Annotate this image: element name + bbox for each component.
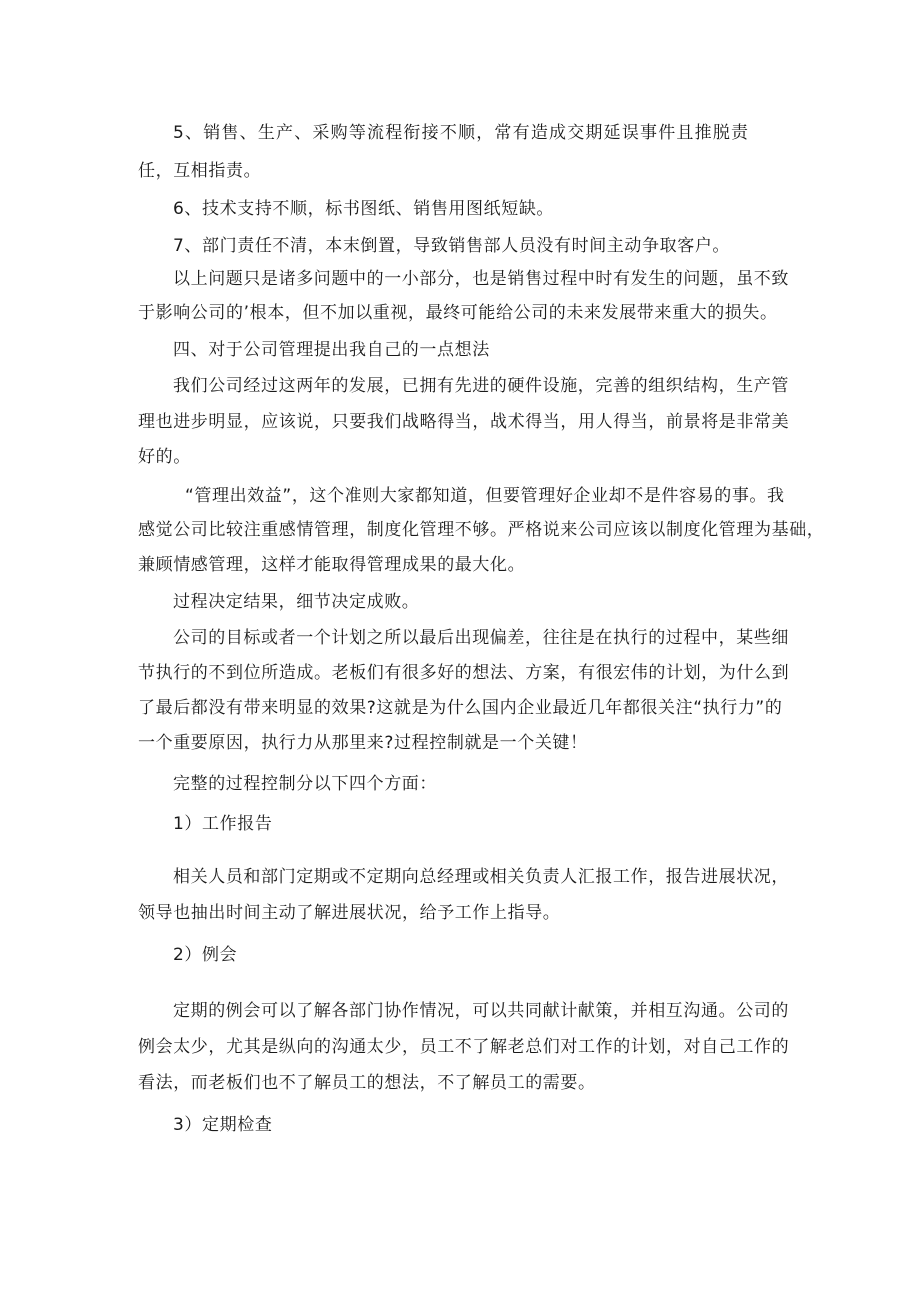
text-line: 以上问题只是诸多问题中的一小部分，也是销售过程中时有发生的问题，虽不致 [173,269,789,289]
text-line: 相关人员和部门定期或不定期向总经理或相关负责人汇报工作，报告进展状况， [173,867,789,887]
text-line: 定期的例会可以了解各部门协作情况，可以共同献计献策，并相互沟通。公司的 [173,1001,789,1021]
text-line: 了最后都没有带来明显的效果?这就是为什么国内企业最近几年都很关注“执行力”的 [138,698,783,718]
text-line: 任，互相指责。 [138,161,262,181]
text-line: 感觉公司比较注重感情管理，制度化管理不够。严格说来公司应该以制度化管理为基础， [138,520,825,540]
text-line: 看法，而老板们也不了解员工的想法，不了解员工的需要。 [138,1073,596,1093]
list-heading: 2）例会 [173,945,238,965]
text-line: 一个重要原因，执行力从那里来?过程控制就是一个关键！ [138,733,588,753]
text-line: 节执行的不到位所造成。老板们有很多好的想法、方案，有很宏伟的计划，为什么到 [138,663,790,683]
list-heading: 3）定期检查 [173,1115,273,1135]
text-line: 我们公司经过这两年的发展，已拥有先进的硬件设施，完善的组织结构，生产管 [173,376,789,396]
text-line: 于影响公司的’根本，但不加以重视，最终可能给公司的未来发展带来重大的损失。 [138,303,778,323]
text-line: 例会太少，尤其是纵向的沟通太少，员工不了解老总们对工作的计划，对自己工作的 [138,1037,790,1057]
text-line: 过程决定结果，细节决定成败。 [173,592,420,612]
text-line: 5、销售、生产、采购等流程衔接不顺，常有造成交期延误事件且推脱责 [173,123,750,143]
text-line: 领导也抽出时间主动了解进展状况，给予工作上指导。 [138,903,561,923]
text-line: 7、部门责任不清，本末倒置，导致销售部人员没有时间主动争取客户。 [173,236,731,256]
text-line: 6、技术支持不顺，标书图纸、销售用图纸短缺。 [173,199,555,219]
section-heading: 四、对于公司管理提出我自己的一点想法 [173,340,490,360]
text-line: 完整的过程控制分以下四个方面： [173,774,437,794]
text-line: 公司的目标或者一个计划之所以最后出现偏差，往往是在执行的过程中，某些细 [173,628,789,648]
text-line: 理也进步明显，应该说，只要我们战略得当，战术得当，用人得当，前景将是非常美 [138,412,790,432]
text-line: 兼顾情感管理，这样才能取得管理成果的最大化。 [138,555,526,575]
list-heading: 1）工作报告 [173,814,273,834]
text-line: “管理出效益”，这个准则大家都知道，但要管理好企业却不是件容易的事。我 [185,486,785,506]
text-line: 好的。 [138,447,191,467]
